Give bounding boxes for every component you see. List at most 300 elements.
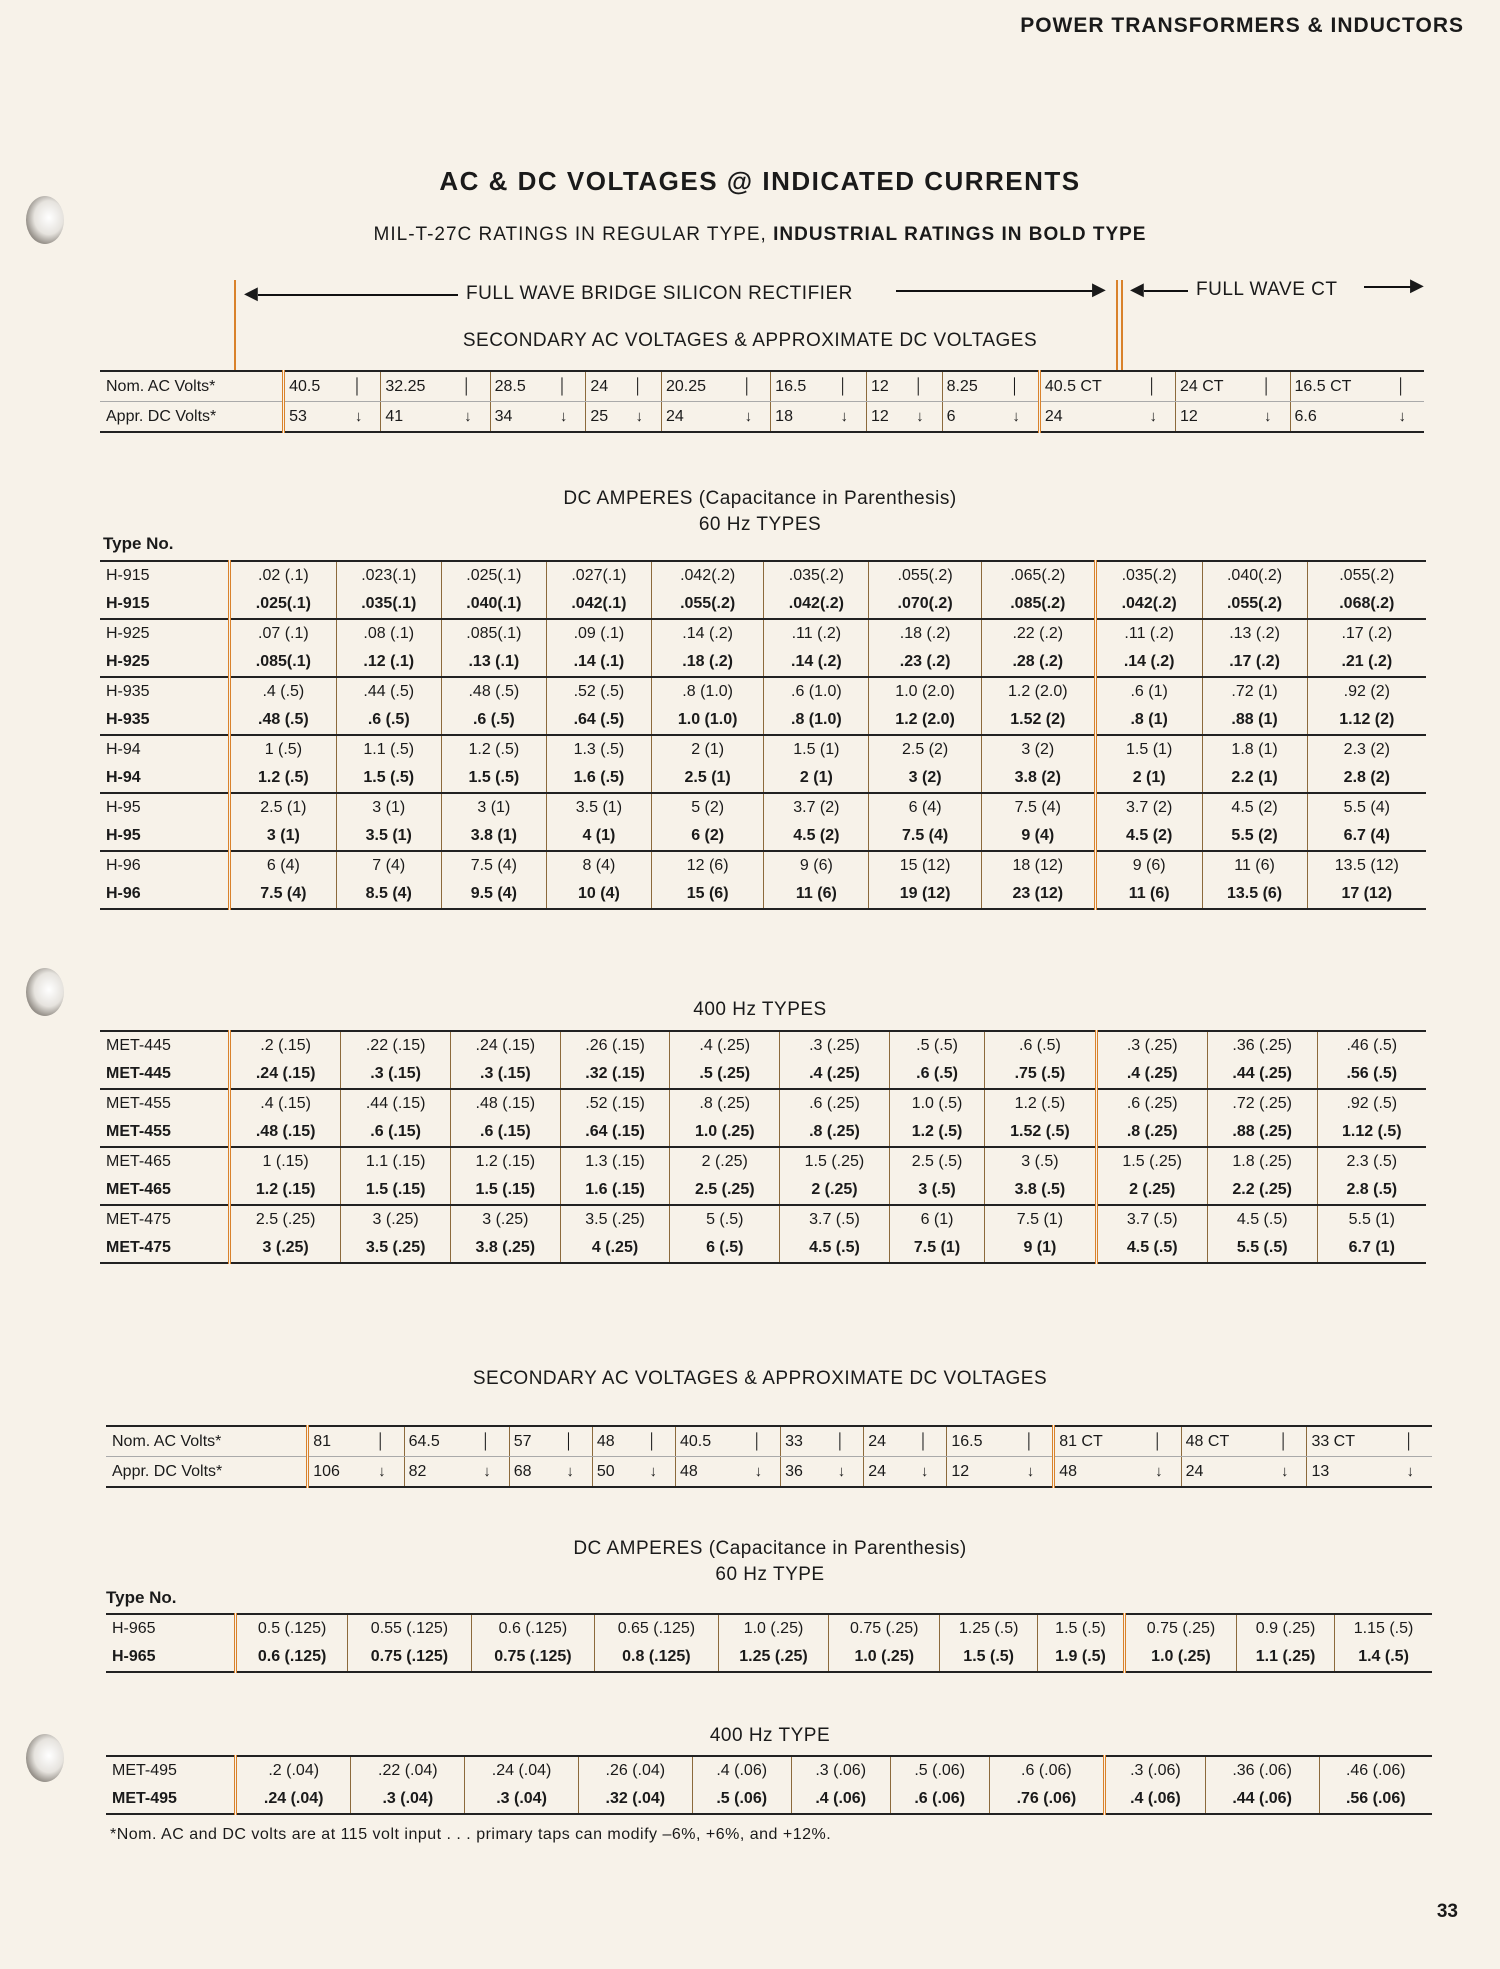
ampere-value: .2 (.15) [230, 1031, 341, 1060]
appr-volts-cell [1181, 1457, 1307, 1488]
ampere-value: .14 (.1) [546, 648, 651, 677]
hz60-types-label: 60 Hz TYPES [698, 514, 822, 535]
bridge-right-line [896, 290, 1094, 292]
industrial-rating-row [100, 706, 1426, 735]
ampere-value: .6 (.06) [989, 1756, 1104, 1785]
tap-bar-icon: │ [481, 1432, 491, 1450]
ampere-value: 1.5 (.25) [780, 1147, 890, 1176]
ampere-value: 2 (1) [1095, 764, 1202, 793]
ampere-value: .13 (.1) [441, 648, 546, 677]
appr-volts-value: 13 [1311, 1462, 1330, 1480]
ampere-value: 2.2 (1) [1202, 764, 1307, 793]
ampere-value: 2 (.25) [1096, 1176, 1207, 1205]
ampere-value: .068(.2) [1307, 590, 1426, 619]
ampere-value: .025(.1) [230, 590, 337, 619]
ampere-value: 3 (.25) [451, 1205, 561, 1234]
ampere-value: .040(.1) [441, 590, 546, 619]
ampere-value: 1.2 (.5) [230, 764, 337, 793]
ampere-value: 1.5 (.25) [1096, 1147, 1207, 1176]
nom-volts-label: Nom. AC Volts* [100, 371, 284, 402]
nom-volts-cell [1054, 1426, 1181, 1457]
ampere-value: .040(.2) [1202, 561, 1307, 590]
appr-volts-label: Appr. DC Volts* [106, 1457, 308, 1488]
ampere-value: .52 (.15) [560, 1089, 670, 1118]
ampere-value: 1.15 (.5) [1335, 1614, 1432, 1643]
ampere-value: 1.6 (.15) [560, 1176, 670, 1205]
type-number: H-94 [100, 764, 230, 793]
ampere-value: .28 (.2) [981, 648, 1095, 677]
ampere-value: 1.0 (.5) [889, 1089, 984, 1118]
ampere-value: .035(.2) [764, 561, 869, 590]
ampere-value: .44 (.06) [1205, 1785, 1319, 1814]
nom-volts-cell [866, 371, 942, 402]
ampere-value: 11 (6) [764, 880, 869, 909]
ampere-value: .055(.2) [1307, 561, 1426, 590]
nom-volts-cell [509, 1426, 592, 1457]
nom-volts-value: 33 [785, 1432, 803, 1450]
ampere-value: 1.9 (.5) [1038, 1643, 1125, 1672]
appr-volts-cell [381, 402, 490, 433]
ampere-value: .88 (1) [1202, 706, 1307, 735]
ct-right-line [1364, 286, 1414, 288]
dc-amperes-text-1: DC AMPERES (Capacitance in Parenthesis) [563, 488, 957, 509]
nom-volts-cell [490, 371, 586, 402]
appr-volts-value: 24 [1185, 1462, 1204, 1480]
industrial-rating-row [100, 648, 1426, 677]
ampere-value: .6 (.5) [336, 706, 441, 735]
ampere-value: 7 (4) [336, 851, 441, 880]
ampere-value: .48 (.5) [230, 706, 337, 735]
footnote: *Nom. AC and DC volts are at 115 volt input . . . primary taps can modify –6%, +6%, and +12%. [110, 1826, 832, 1843]
type-number: H-925 [100, 619, 230, 648]
ampere-value: 6 (1) [889, 1205, 984, 1234]
ampere-value: .4 (.25) [780, 1060, 890, 1089]
type-number: H-95 [100, 793, 230, 822]
appr-volts-cell [284, 402, 381, 433]
ampere-value: 0.55 (.125) [348, 1614, 471, 1643]
ampere-value: 2 (.25) [670, 1147, 780, 1176]
ampere-value: .08 (.1) [336, 619, 441, 648]
ampere-value: .44 (.5) [336, 677, 441, 706]
ampere-value: .56 (.5) [1317, 1060, 1426, 1089]
down-arrow-icon: ↓ [837, 1462, 846, 1480]
ampere-value: 15 (12) [869, 851, 981, 880]
ampere-value: 3.7 (.5) [1096, 1205, 1207, 1234]
mil-rating-row [100, 793, 1426, 822]
tap-bar-icon: │ [752, 1432, 763, 1450]
ampere-value: 8 (4) [546, 851, 651, 880]
ampere-value: .22 (.04) [351, 1756, 465, 1785]
ampere-value: .36 (.25) [1207, 1031, 1317, 1060]
page-title: AC & DC VOLTAGES @ INDICATED CURRENTS [439, 166, 1081, 196]
appr-volts-value: 6.6 [1294, 407, 1317, 425]
ampere-value: 2.3 (2) [1307, 735, 1426, 764]
ampere-value: .44 (.15) [341, 1089, 451, 1118]
tap-bar-icon: │ [1396, 377, 1406, 395]
dc-amperes-label-2 [390, 1536, 1150, 1588]
ampere-value: 1.0 (2.0) [869, 677, 981, 706]
ampere-value: .3 (.04) [465, 1785, 579, 1814]
ampere-value: .6 (.06) [890, 1785, 989, 1814]
ampere-value: 2.3 (.5) [1317, 1147, 1426, 1176]
ampere-value: 1.25 (.25) [718, 1643, 829, 1672]
appr-volts-value: 82 [408, 1462, 427, 1480]
ampere-value: 2.8 (2) [1307, 764, 1426, 793]
dc-amperes-text-2: DC AMPERES (Capacitance in Parenthesis) [573, 1538, 967, 1559]
mil-rating-row [100, 1205, 1426, 1234]
appr-volts-cell [404, 1457, 509, 1488]
ampere-value: 3.8 (2) [981, 764, 1095, 793]
ampere-value: .48 (.5) [441, 677, 546, 706]
nom-volts-value: 16.5 [951, 1432, 983, 1450]
ampere-value: 3 (.25) [341, 1205, 451, 1234]
ampere-value: .085(.1) [230, 648, 337, 677]
nom-volts-cell [947, 1426, 1054, 1457]
ampere-value: 4.5 (2) [764, 822, 869, 851]
nom-volts-cell [586, 371, 662, 402]
ampere-value: 1.3 (.15) [560, 1147, 670, 1176]
volts-table-1 [100, 370, 1424, 433]
ampere-value: 2.5 (.5) [889, 1147, 984, 1176]
hz400-types-label: 400 Hz TYPES [693, 999, 827, 1020]
ampere-value: 3.7 (2) [764, 793, 869, 822]
ampere-value: 1.2 (.5) [441, 735, 546, 764]
nom-volts-cell [1039, 371, 1175, 402]
ampere-value: 0.65 (.125) [595, 1614, 718, 1643]
nom-volts-cell [661, 371, 770, 402]
ampere-value: .14 (.2) [1095, 648, 1202, 677]
ampere-value: .4 (.06) [692, 1756, 791, 1785]
ampere-value: 0.75 (.125) [348, 1643, 471, 1672]
ampere-value: .3 (.06) [1105, 1756, 1206, 1785]
nom-volts-value: 64.5 [408, 1432, 440, 1450]
appr-dc-volts-row [106, 1457, 1432, 1488]
mil-rating-row [100, 1147, 1426, 1176]
appr-volts-cell [1307, 1457, 1432, 1488]
ampere-value: 1.2 (.5) [985, 1089, 1096, 1118]
mil-rating-row [100, 851, 1426, 880]
page-header: POWER TRANSFORMERS & INDUCTORS [1020, 14, 1464, 37]
nom-volts-cell [592, 1426, 675, 1457]
mil-rating-row [100, 1031, 1426, 1060]
ampere-value: 3 (1) [230, 822, 337, 851]
nom-volts-value: 48 [596, 1432, 615, 1450]
ampere-value: .22 (.2) [981, 619, 1095, 648]
ampere-value: .11 (.2) [764, 619, 869, 648]
ampere-value: 9.5 (4) [441, 880, 546, 909]
type-number: MET-455 [100, 1118, 230, 1147]
hz60-type-label: 60 Hz TYPE [715, 1564, 825, 1585]
nom-volts-value: 16.5 [775, 377, 807, 395]
nom-ac-volts-row [100, 371, 1424, 402]
ampere-value: 1.4 (.5) [1335, 1643, 1432, 1672]
ampere-value: 3.8 (1) [441, 822, 546, 851]
appr-volts-cell [308, 1457, 404, 1488]
ampere-value: 3.8 (.25) [451, 1234, 561, 1263]
ampere-value: .36 (.06) [1205, 1756, 1319, 1785]
ampere-value: 9 (1) [985, 1234, 1096, 1263]
ampere-value: 1.0 (.25) [718, 1614, 829, 1643]
ampere-value: .32 (.04) [578, 1785, 692, 1814]
type-number: H-95 [100, 822, 230, 851]
tap-bar-icon: │ [1010, 377, 1020, 395]
ampere-value: 5.5 (1) [1317, 1205, 1426, 1234]
ampere-value: .4 (.06) [1105, 1785, 1206, 1814]
ampere-value: 3 (.25) [230, 1234, 341, 1263]
down-arrow-icon: ↓ [916, 407, 924, 425]
down-arrow-icon: ↓ [1280, 1462, 1289, 1480]
rectifier-left-marker [234, 280, 236, 370]
ampere-value: .24 (.04) [236, 1785, 351, 1814]
ampere-value: 0.75 (.125) [471, 1643, 594, 1672]
nom-volts-value: 24 CT [1179, 377, 1224, 395]
ampere-value: .13 (.2) [1202, 619, 1307, 648]
ampere-value: 1.3 (.5) [546, 735, 651, 764]
tap-bar-icon: │ [918, 1432, 929, 1450]
ampere-value: .6 (1.0) [764, 677, 869, 706]
mil-rating-row [106, 1756, 1432, 1785]
ampere-value: 1.25 (.5) [940, 1614, 1038, 1643]
type-number: H-915 [100, 561, 230, 590]
dc-amperes-label-1 [380, 486, 1140, 538]
appr-dc-volts-row [100, 402, 1424, 433]
ampere-value: .92 (.5) [1317, 1089, 1426, 1118]
ampere-value: .027(.1) [546, 561, 651, 590]
type-number: MET-455 [100, 1089, 230, 1118]
ampere-value: .055(.2) [1202, 590, 1307, 619]
ampere-value: 2.5 (.25) [670, 1176, 780, 1205]
ampere-value: 7.5 (4) [869, 822, 981, 851]
ampere-value: 1.2 (.15) [230, 1176, 341, 1205]
ampere-value: 3.5 (.25) [341, 1234, 451, 1263]
mil-rating-row [100, 735, 1426, 764]
ampere-value: 1.2 (2.0) [981, 677, 1095, 706]
ampere-value: 1.0 (.25) [1124, 1643, 1236, 1672]
down-arrow-icon: ↓ [635, 407, 643, 425]
ampere-value: 6.7 (4) [1307, 822, 1426, 851]
appr-volts-value: 24 [665, 407, 684, 425]
type-number: MET-495 [106, 1756, 236, 1785]
appr-volts-cell [661, 402, 770, 433]
mil-rating-row [106, 1614, 1432, 1643]
ampere-value: 2 (1) [764, 764, 869, 793]
nom-volts-value: 33 CT [1311, 1432, 1356, 1450]
nom-volts-cell [1307, 1426, 1432, 1457]
nom-volts-value: 24 [590, 377, 609, 395]
ampere-value: 0.75 (.25) [1124, 1614, 1236, 1643]
ampere-value: .6 (.15) [341, 1118, 451, 1147]
ampere-value: 0.8 (.125) [595, 1643, 718, 1672]
tap-bar-icon: │ [1262, 377, 1272, 395]
ampere-value: 4.5 (2) [1095, 822, 1202, 851]
appr-volts-value: 106 [313, 1462, 340, 1480]
subtitle-bold: INDUSTRIAL RATINGS IN BOLD TYPE [773, 224, 1147, 245]
nom-volts-value: 81 [313, 1432, 331, 1450]
ampere-value: 2 (.25) [780, 1176, 890, 1205]
ampere-value: .76 (.06) [989, 1785, 1104, 1814]
down-arrow-icon: ↓ [1264, 407, 1272, 425]
ampere-value: .023(.1) [336, 561, 441, 590]
industrial-rating-row [106, 1643, 1432, 1672]
ampere-value: .6 (.25) [780, 1089, 890, 1118]
tap-bar-icon: │ [564, 1432, 574, 1450]
ampere-value: 1 (.15) [230, 1147, 341, 1176]
ampere-value: 7.5 (1) [889, 1234, 984, 1263]
down-arrow-icon: ↓ [1012, 407, 1020, 425]
down-arrow-icon: ↓ [483, 1462, 491, 1480]
appr-volts-cell [490, 402, 586, 433]
ampere-value: .3 (.15) [451, 1060, 561, 1089]
ampere-value: 1.2 (.5) [889, 1118, 984, 1147]
down-arrow-icon: ↓ [559, 407, 568, 425]
ampere-value: .4 (.06) [791, 1785, 890, 1814]
nom-volts-value: 16.5 CT [1294, 377, 1352, 395]
ampere-value: 18 (12) [981, 851, 1095, 880]
appr-volts-cell [1054, 1457, 1181, 1488]
appr-volts-value: 12 [951, 1462, 970, 1480]
nom-ac-volts-row [106, 1426, 1432, 1457]
ampere-value: 11 (6) [1095, 880, 1202, 909]
ampere-value: 9 (6) [764, 851, 869, 880]
bridge-right-arrow-icon: ▶ [1092, 279, 1106, 299]
ampere-value: 0.5 (.125) [236, 1614, 348, 1643]
tap-bar-icon: │ [835, 1432, 846, 1450]
ampere-value: .14 (.2) [764, 648, 869, 677]
ampere-value: 13.5 (12) [1307, 851, 1426, 880]
ct-label: FULL WAVE CT [1196, 279, 1338, 300]
ampere-value: .042(.2) [1095, 590, 1202, 619]
appr-volts-cell [592, 1457, 675, 1488]
ampere-value: .23 (.2) [869, 648, 981, 677]
ct-right-arrow-icon: ▶ [1410, 275, 1424, 295]
ampere-value: 1.5 (.5) [441, 764, 546, 793]
ampere-value: .065(.2) [981, 561, 1095, 590]
ampere-value: 1.6 (.5) [546, 764, 651, 793]
ampere-value: .46 (.5) [1317, 1031, 1426, 1060]
nom-volts-cell [942, 371, 1039, 402]
ampere-value: .46 (.06) [1319, 1756, 1432, 1785]
ampere-value: 10 (4) [546, 880, 651, 909]
ampere-value: 3 (2) [981, 735, 1095, 764]
nom-volts-value: 40.5 [679, 1432, 712, 1450]
ampere-value: .88 (.25) [1207, 1118, 1317, 1147]
ampere-value: .17 (.2) [1307, 619, 1426, 648]
type-number: H-96 [100, 851, 230, 880]
ampere-value: .5 (.06) [692, 1785, 791, 1814]
down-arrow-icon: ↓ [840, 407, 848, 425]
nom-volts-cell [404, 1426, 509, 1457]
ampere-value: 5.5 (4) [1307, 793, 1426, 822]
ampere-value: .17 (.2) [1202, 648, 1307, 677]
appr-volts-cell [947, 1457, 1054, 1488]
ampere-value: .6 (.5) [441, 706, 546, 735]
type-number: H-915 [100, 590, 230, 619]
down-arrow-icon: ↓ [1406, 1462, 1414, 1480]
appr-volts-cell [509, 1457, 592, 1488]
industrial-rating-row [100, 1118, 1426, 1147]
ampere-value: 0.6 (.125) [471, 1614, 594, 1643]
ampere-value: 7.5 (4) [981, 793, 1095, 822]
down-arrow-icon: ↓ [354, 407, 363, 425]
ampere-value: 4.5 (.5) [780, 1234, 890, 1263]
down-arrow-icon: ↓ [1149, 407, 1157, 425]
appr-volts-cell [675, 1457, 780, 1488]
industrial-rating-row [100, 764, 1426, 793]
ampere-value: 1.52 (2) [981, 706, 1095, 735]
ampere-value: .4 (.25) [670, 1031, 780, 1060]
down-arrow-icon: ↓ [1155, 1462, 1163, 1480]
tap-bar-icon: │ [633, 377, 643, 395]
ampere-value: 6.7 (1) [1317, 1234, 1426, 1263]
appr-volts-label: Appr. DC Volts* [100, 402, 284, 433]
ampere-value: .6 (.15) [451, 1118, 561, 1147]
ampere-value: 7.5 (4) [441, 851, 546, 880]
ampere-value: 6 (.5) [670, 1234, 780, 1263]
ampere-value: 3.8 (.5) [985, 1176, 1096, 1205]
ct-left-line [1144, 290, 1188, 292]
appr-volts-cell [1290, 402, 1424, 433]
secondary-label-1: SECONDARY AC VOLTAGES & APPROXIMATE DC VOLTAGES [462, 330, 1038, 351]
type-number: MET-475 [100, 1234, 230, 1263]
type-number: H-935 [100, 677, 230, 706]
ampere-value: 1.52 (.5) [985, 1118, 1096, 1147]
ampere-value: .025(.1) [441, 561, 546, 590]
ampere-value: 17 (12) [1307, 880, 1426, 909]
ampere-value: 3.7 (2) [1095, 793, 1202, 822]
ampere-value: 3 (1) [441, 793, 546, 822]
ampere-value: 2 (1) [651, 735, 763, 764]
nom-volts-cell [864, 1426, 947, 1457]
ampere-value: 5 (.5) [670, 1205, 780, 1234]
ampere-value: 7.5 (4) [230, 880, 337, 909]
type-number: H-965 [106, 1643, 236, 1672]
ampere-value: 1.12 (2) [1307, 706, 1426, 735]
type-number: MET-445 [100, 1031, 230, 1060]
ampere-value: 23 (12) [981, 880, 1095, 909]
ampere-value: 1.5 (.15) [341, 1176, 451, 1205]
industrial-rating-row [100, 1234, 1426, 1263]
page-number: 33 [1436, 1901, 1458, 1922]
ampere-value: 0.75 (.25) [829, 1614, 940, 1643]
ampere-value: .3 (.06) [791, 1756, 890, 1785]
type-number: H-925 [100, 648, 230, 677]
type-no-label-1: Type No. [103, 534, 174, 553]
ampere-value: 1.5 (.5) [940, 1643, 1038, 1672]
binder-hole-bottom [26, 1734, 64, 1782]
nom-volts-cell [675, 1426, 780, 1457]
ampere-value: 3 (2) [869, 764, 981, 793]
down-arrow-icon: ↓ [754, 1462, 763, 1480]
ampere-value: .6 (1) [1095, 677, 1202, 706]
ampere-value: .26 (.15) [560, 1031, 670, 1060]
binder-hole-middle [26, 968, 64, 1016]
appr-volts-value: 12 [1179, 407, 1198, 425]
ampere-value: 5.5 (2) [1202, 822, 1307, 851]
tap-bar-icon: │ [1404, 1432, 1414, 1450]
ampere-value: 5 (2) [651, 793, 763, 822]
nom-volts-label: Nom. AC Volts* [106, 1426, 308, 1457]
ampere-value: .52 (.5) [546, 677, 651, 706]
appr-volts-cell [942, 402, 1039, 433]
ampere-value: .5 (.25) [670, 1060, 780, 1089]
ampere-value: .5 (.06) [890, 1756, 989, 1785]
appr-volts-value: 24 [868, 1462, 887, 1480]
mil-rating-row [100, 677, 1426, 706]
ampere-value: .035(.1) [336, 590, 441, 619]
ampere-value: 5.5 (.5) [1207, 1234, 1317, 1263]
ampere-value: .055(.2) [869, 561, 981, 590]
ampere-value: 6 (4) [230, 851, 337, 880]
